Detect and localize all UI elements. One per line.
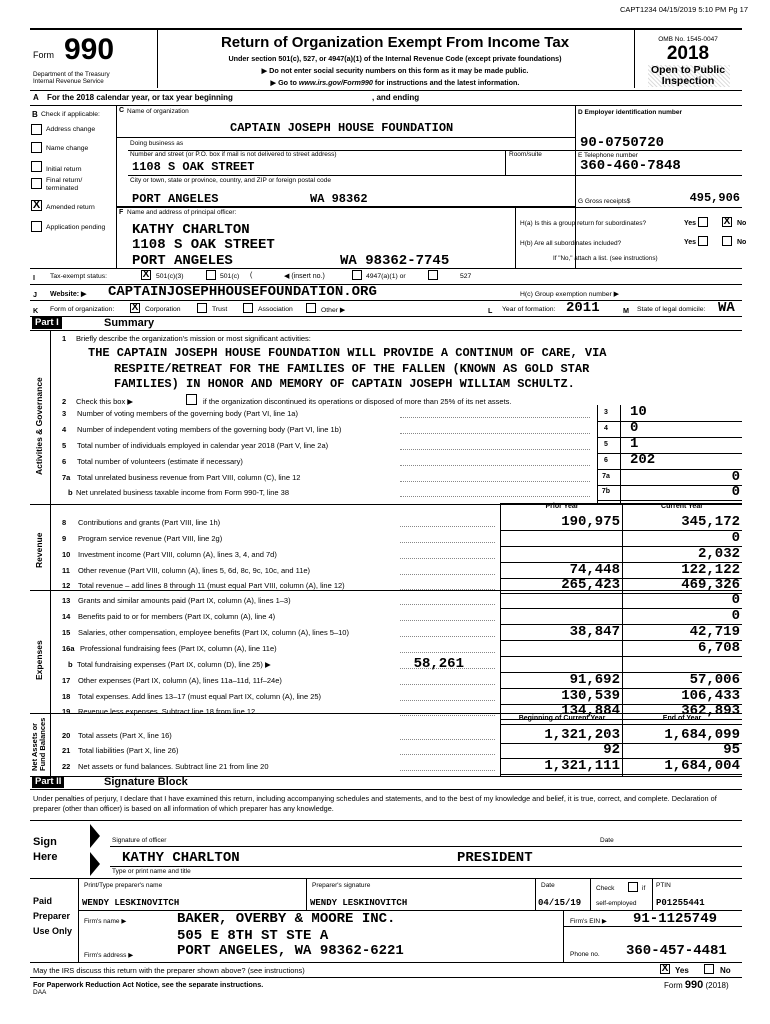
street-caption: Number and street (or P.O. box if mail is not delivered to street address)	[130, 151, 337, 158]
l-caption: Year of formation:	[502, 306, 556, 313]
amended-return-checkbox[interactable]: X	[32, 199, 41, 211]
discontinued-checkbox[interactable]	[186, 394, 197, 405]
address-change-checkbox[interactable]	[31, 124, 42, 135]
ein-caption: D Employer identification number	[578, 109, 683, 116]
mission-line-1: THE CAPTAIN JOSEPH HOUSE FOUNDATION WILL PROVIDE A CONTINUM OF CARE, VIA	[88, 346, 607, 360]
use-only-label: Use Only	[33, 926, 73, 936]
501c3-label: 501(c)(3)	[156, 273, 184, 280]
inspection-label: Inspection	[661, 75, 715, 87]
fin-current-value: 106,433	[681, 688, 740, 704]
line-a-text: For the 2018 calendar year, or tax year beginning	[47, 93, 233, 102]
form-title: Return of Organization Exempt From Income Tax	[220, 34, 570, 51]
j-label: J	[33, 290, 37, 299]
firm-ein: 91-1125749	[633, 911, 718, 927]
insert-no-label: ◀ (insert no.)	[284, 273, 325, 280]
daa-label: DAA	[33, 989, 47, 996]
revenue-label: Revenue	[34, 532, 44, 568]
hb-no-label: No	[737, 239, 747, 246]
fin-line-num: 8	[62, 518, 67, 527]
501c-checkbox[interactable]	[206, 270, 216, 280]
gov-line-text: Total number of individuals employed in calendar year 2018 (Part V, line 2a)	[77, 441, 329, 450]
fin-current-value: 345,172	[681, 514, 740, 530]
check-caption: Check	[596, 885, 615, 892]
preparer-ptin: P01255441	[656, 898, 705, 908]
b-text: Check if applicable:	[41, 111, 100, 118]
527-label: 527	[460, 273, 472, 280]
officer-zip: WA 98362-7745	[340, 253, 450, 269]
fin-current-value: 0	[731, 592, 740, 608]
gov-line-num: 4	[62, 425, 67, 434]
fin-prior-value: 1,321,111	[544, 758, 620, 774]
year-formation-value: 2011	[566, 300, 600, 316]
form-number: 990	[64, 33, 115, 66]
gov-line-box: 4	[604, 425, 608, 432]
part2-tag: Part II	[32, 776, 64, 788]
fin-current-value: 362,893	[681, 703, 740, 719]
fin-current-value: 1,684,099	[664, 727, 740, 743]
j-caption: Website: ▶	[50, 291, 87, 298]
gov-line-value: 202	[630, 452, 656, 468]
fin-line-num: 11	[62, 566, 70, 575]
gov-line-value: 10	[630, 404, 647, 420]
fin-prior-value: 265,423	[561, 577, 620, 593]
firm-address-1: 505 E 8TH ST STE A	[177, 928, 329, 944]
col-end-year: End of Year	[662, 715, 702, 722]
association-checkbox[interactable]	[243, 303, 253, 313]
preparer-date-caption: Date	[541, 882, 555, 889]
preparer-name: WENDY LESKINOVITCH	[82, 898, 180, 908]
gov-line-value: 0	[731, 469, 740, 485]
hb-note: If "No," attach a list. (see instructions)	[553, 255, 658, 262]
fin-line-num: 13	[62, 596, 71, 605]
address-change-label: Address change	[46, 126, 96, 133]
here-label: Here	[33, 851, 58, 863]
self-employed-checkbox[interactable]	[628, 882, 638, 892]
officer-printed-name: KATHY CHARLTON	[122, 850, 240, 866]
gov-line-box: 6	[604, 457, 608, 464]
fin-prior-value: 92	[603, 742, 620, 758]
ha-no-label: No	[737, 220, 747, 227]
fin-prior-value: 91,692	[569, 672, 620, 688]
phone-value: 360-460-7848	[580, 158, 681, 174]
gov-line-num: 6	[62, 457, 67, 466]
fin-line-num: 20	[62, 731, 71, 740]
fund-balances-label: Fund Balances	[38, 717, 47, 771]
phone-caption: E Telephone number	[578, 152, 638, 159]
gross-receipts-caption: G Gross receipts$	[578, 198, 631, 205]
m-caption: State of legal domicile:	[637, 306, 706, 313]
gov-line-box: 3	[604, 409, 608, 416]
website-value[interactable]: CAPTAINJOSEPHHOUSEFOUNDATION.ORG	[108, 284, 377, 300]
preparer-signature: WENDY LESKINOVITCH	[310, 898, 408, 908]
gov-line-value: 0	[731, 484, 740, 500]
fin-line-text: Program service revenue (Part VIII, line 2g)	[78, 534, 223, 543]
b-label: B	[32, 110, 38, 119]
fin-current-value: 42,719	[689, 624, 740, 640]
footer-form-number: Form 990 (2018)	[664, 979, 729, 991]
room-caption: Room/suite	[509, 151, 542, 158]
dept-label: Department of the Treasury	[33, 71, 110, 78]
name-change-checkbox[interactable]	[31, 142, 42, 153]
activities-governance-label: Activities & Governance	[34, 377, 44, 475]
fin-current-value: 122,122	[681, 562, 740, 578]
part1-title: Summary	[104, 317, 155, 329]
final-return-label: Final return/	[46, 177, 83, 184]
officer-printed-title: PRESIDENT	[457, 850, 533, 866]
fin-line-text: Total assets (Part X, line 16)	[78, 731, 172, 740]
hb-no-checkbox[interactable]	[722, 236, 732, 246]
omb-number: OMB No. 1545-0047	[658, 36, 718, 43]
501c-label: 501(c)	[220, 273, 240, 280]
fin-line-num: b	[68, 660, 73, 669]
gov-line-text: Total unrelated business revenue from Part VIII, column (C), line 12	[77, 473, 301, 482]
open-public: Open to Public	[650, 64, 726, 76]
state-domicile-value: WA	[718, 300, 735, 316]
col-beginning-year: Beginning of Current Year	[518, 715, 606, 722]
net-assets-label: Net Assets or	[30, 722, 39, 771]
org-street: 1108 S OAK STREET	[132, 160, 255, 174]
firm-address-caption: Firm's address ▶	[84, 952, 134, 959]
officer-name: KATHY CHARLTON	[132, 222, 250, 238]
fin-current-value: 57,006	[689, 672, 740, 688]
insert-no-open: (	[250, 272, 253, 279]
fin-current-value: 6,708	[697, 640, 740, 656]
gov-line-text: Total number of volunteers (estimate if necessary)	[77, 457, 243, 466]
firm-ein-caption: Firm's EIN ▶	[570, 918, 607, 925]
gov-line-box: 7b	[601, 488, 611, 495]
org-state-zip: WA 98362	[310, 192, 368, 206]
fin-line-text: Revenue less expenses. Subtract line 18 from line 12	[78, 707, 256, 716]
discuss-no-label: No	[720, 966, 731, 975]
corporation-label: Corporation	[145, 306, 181, 313]
fin-prior-value: 1,321,203	[544, 727, 620, 743]
phone-no-caption: Phone no.	[570, 951, 600, 958]
preparer-name-caption: Print/Type preparer's name	[84, 882, 163, 889]
instructions-line: ▶ Go to www.irs.gov/Form990 for instructions and the latest information.	[270, 78, 520, 87]
fin-line-text: Grants and similar amounts paid (Part IX, column (A), lines 1–3)	[78, 596, 291, 605]
discuss-text: May the IRS discuss this return with the preparer shown above? (see instructions)	[33, 966, 305, 975]
line2-post: if the organization discontinued its operations or disposed of more than 25% of its net assets.	[203, 397, 512, 406]
ha-no-checkbox[interactable]: X	[723, 216, 731, 227]
fin-line-num: 12	[62, 581, 71, 590]
m-label: M	[623, 306, 629, 315]
ha-yes-checkbox[interactable]	[698, 217, 708, 227]
application-pending-checkbox[interactable]	[31, 221, 42, 232]
preparer-label: Preparer	[33, 911, 71, 921]
line-a-end: , and ending	[372, 93, 420, 102]
fundraising-inline-value: 58,261	[413, 656, 464, 672]
fin-line-num: 18	[62, 692, 71, 701]
fin-line-num: 21	[62, 746, 71, 755]
paperwork-notice: For Paperwork Reduction Act Notice, see the separate instructions.	[33, 980, 264, 989]
ssn-warning: ▶ Do not enter social security numbers on this form as it may be made public.	[261, 66, 529, 75]
line1-num: 1	[62, 334, 67, 343]
gov-line-num: 7a	[62, 473, 71, 482]
fin-line-num: 10	[62, 550, 71, 559]
part2-title: Signature Block	[104, 776, 188, 788]
final-return-checkbox[interactable]	[31, 178, 42, 189]
top-stamp: CAPT1234 04/15/2019 5:10 PM Pg 17	[619, 5, 748, 14]
discuss-no-checkbox[interactable]	[704, 964, 714, 974]
officer-street: 1108 S OAK STREET	[132, 237, 275, 253]
fin-prior-value: 190,975	[561, 514, 620, 530]
fin-line-num: 9	[62, 534, 67, 543]
dba-caption: Doing business as	[130, 140, 184, 147]
line2-num: 2	[62, 397, 67, 406]
terminated-label: terminated	[46, 185, 79, 192]
k-caption: Form of organization:	[50, 306, 115, 313]
fin-line-text: Benefits paid to or for members (Part IX, column (A), line 4)	[78, 612, 276, 621]
application-pending-label: Application pending	[46, 224, 106, 231]
amended-return-label: Amended return	[46, 204, 95, 211]
trust-checkbox[interactable]	[197, 303, 207, 313]
fin-current-value: 1,684,004	[664, 758, 740, 774]
fin-line-text: Total expenses. Add lines 13–17 (must equal Part IX, column (A), line 25)	[78, 692, 322, 701]
fin-line-num: 14	[62, 612, 71, 621]
officer-sig-caption: Signature of officer	[112, 837, 167, 844]
gov-line-value: 1	[630, 436, 639, 452]
fin-line-text: Other expenses (Part IX, column (A), lines 11a–11d, 11f–24e)	[78, 676, 282, 685]
sign-label: Sign	[33, 836, 57, 848]
hb-yes-checkbox[interactable]	[698, 236, 708, 246]
f-caption: Name and address of principal officer:	[127, 209, 237, 216]
other-org-checkbox[interactable]	[306, 303, 316, 313]
hb-yes-label: Yes	[684, 239, 697, 246]
l-label: L	[488, 306, 493, 315]
gov-line-value: 0	[630, 420, 639, 436]
fin-line-text: Total fundraising expenses (Part IX, column (D), line 25) ▶	[77, 660, 271, 669]
col-prior-year: Prior Year	[545, 503, 579, 510]
4947-label: 4947(a)(1) or	[366, 273, 406, 280]
fin-line-text: Total revenue – add lines 8 through 11 (must equal Part VIII, column (A), line 12)	[78, 581, 345, 590]
corporation-checkbox[interactable]: X	[131, 302, 139, 313]
fin-line-num: 16a	[62, 644, 75, 653]
hc-text: H(c) Group exemption number ▶	[520, 291, 619, 298]
name-change-label: Name change	[46, 145, 89, 152]
527-checkbox[interactable]	[428, 270, 438, 280]
fin-line-num: 19	[62, 707, 71, 716]
firm-phone: 360-457-4481	[626, 943, 727, 959]
k-label: K	[33, 306, 39, 315]
fin-prior-value: 134,884	[561, 703, 620, 719]
fin-current-value: 469,326	[681, 577, 740, 593]
irs-link[interactable]: www.irs.gov/Form990	[298, 78, 373, 87]
fin-line-text: Total liabilities (Part X, line 26)	[78, 746, 179, 755]
ha-text: H(a) Is this a group return for subordinates?	[520, 220, 647, 227]
ein-value: 90-0750720	[580, 135, 665, 151]
name-title-caption: Type or print name and title	[112, 868, 191, 875]
fin-line-num: 17	[62, 676, 71, 685]
initial-return-checkbox[interactable]	[31, 161, 42, 172]
if-caption: if	[642, 885, 646, 892]
fin-line-num: 22	[62, 762, 71, 771]
i-label: I	[33, 273, 35, 282]
fin-line-text: Other revenue (Part VIII, column (A), lines 5, 6d, 8c, 9c, 10c, and 11e)	[78, 566, 311, 575]
hb-text: H(b) Are all subordinates included?	[520, 240, 622, 247]
org-city: PORT ANGELES	[132, 192, 219, 206]
fin-line-text: Investment income (Part VIII, column (A), lines 3, 4, and 7d)	[78, 550, 277, 559]
gov-line-box: 5	[604, 441, 608, 448]
gross-receipts-value: 495,906	[689, 191, 740, 205]
fin-line-text: Professional fundraising fees (Part IX, column (A), line 11e)	[80, 644, 277, 653]
mission-line-2: RESPITE/RETREAT FOR THE FAMILIES OF THE FALLEN (KNOWN AS GOLD STAR	[114, 362, 590, 376]
initial-return-label: Initial return	[46, 166, 82, 173]
ha-yes-label: Yes	[684, 220, 697, 227]
c-label: C	[119, 107, 125, 114]
form-subtitle: Under section 501(c), 527, or 4947(a)(1) of the Internal Revenue Code (except private foundations)	[228, 54, 562, 63]
fin-current-value: 95	[723, 742, 740, 758]
preparer-sig-caption: Preparer's signature	[312, 882, 371, 889]
self-employed-caption: self-employed	[596, 900, 637, 907]
gov-line-box: 7a	[602, 473, 610, 480]
part1-tag: Part I	[32, 317, 62, 329]
city-caption: City or town, state or province, country, and ZIP or foreign postal code	[130, 177, 331, 184]
fin-line-text: Net assets or fund balances. Subtract line 21 from line 20	[78, 762, 269, 771]
fin-line-num: 15	[62, 628, 71, 637]
line-a-label: A	[33, 93, 39, 102]
fin-line-text: Contributions and grants (Part VIII, line 1h)	[78, 518, 221, 527]
gov-line-text: Number of voting members of the governing body (Part VI, line 1a)	[77, 409, 298, 418]
trust-label: Trust	[212, 306, 228, 313]
fin-prior-value: 74,448	[569, 562, 620, 578]
fin-current-value: 0	[731, 608, 740, 624]
irs-label: Internal Revenue Service	[33, 78, 104, 85]
ptin-caption: PTIN	[656, 882, 671, 889]
gov-line-text: Number of independent voting members of the governing body (Part VI, line 1b)	[77, 425, 342, 434]
gov-line-text: Net unrelated business taxable income from Form 990-T, line 38	[76, 488, 290, 497]
other-org-label: Other ▶	[321, 307, 346, 314]
gov-line-num: b	[68, 488, 73, 497]
form-word: Form	[33, 50, 54, 60]
fin-prior-value: 130,539	[561, 688, 620, 704]
expenses-label: Expenses	[34, 640, 44, 680]
perjury-statement: Under penalties of perjury, I declare that I have examined this return, including accompanying schedules and statements, and to the best of my knowledge and belief, it is true, correct, and complete. Declaration of preparer (other than officer) is based on all information of which preparer has any knowledge.	[33, 794, 717, 813]
gov-line-num: 5	[62, 441, 67, 450]
sign-arrow-icon	[88, 822, 102, 878]
i-caption: Tax-exempt status:	[50, 273, 108, 280]
fin-line-text: Salaries, other compensation, employee benefits (Part IX, column (A), lines 5–10)	[78, 628, 349, 637]
officer-city: PORT ANGELES	[132, 253, 233, 269]
firm-name-caption: Firm's name ▶	[84, 918, 127, 925]
gov-line-num: 3	[62, 409, 67, 418]
mission-line-3: FAMILIES) IN HONOR AND MEMORY OF CAPTAIN JOSEPH WILLIAM SCHULTZ.	[114, 377, 575, 391]
discuss-yes-label: Yes	[675, 966, 689, 975]
f-label: F	[119, 209, 124, 216]
4947-checkbox[interactable]	[352, 270, 362, 280]
org-name: CAPTAIN JOSEPH HOUSE FOUNDATION	[230, 121, 454, 135]
firm-name: BAKER, OVERBY & MOORE INC.	[177, 911, 396, 927]
officer-date-caption: Date	[600, 837, 614, 844]
fin-prior-value: 38,847	[569, 624, 620, 640]
c-name-caption: Name of organization	[127, 108, 189, 115]
preparer-date: 04/15/19	[538, 898, 582, 908]
fin-current-value: 2,032	[697, 546, 740, 562]
firm-address-2: PORT ANGELES, WA 98362-6221	[177, 943, 404, 959]
line2-pre: Check this box ▶	[76, 397, 134, 406]
association-label: Association	[258, 306, 293, 313]
501c3-checkbox[interactable]: X	[142, 269, 150, 280]
line1-text: Briefly describe the organization's mission or most significant activities:	[76, 334, 311, 343]
col-current-year: Current Year	[661, 503, 703, 510]
paid-label: Paid	[33, 896, 53, 906]
discuss-yes-checkbox[interactable]: X	[661, 963, 669, 974]
tax-year: 2018	[666, 43, 710, 64]
fin-current-value: 0	[731, 530, 740, 546]
